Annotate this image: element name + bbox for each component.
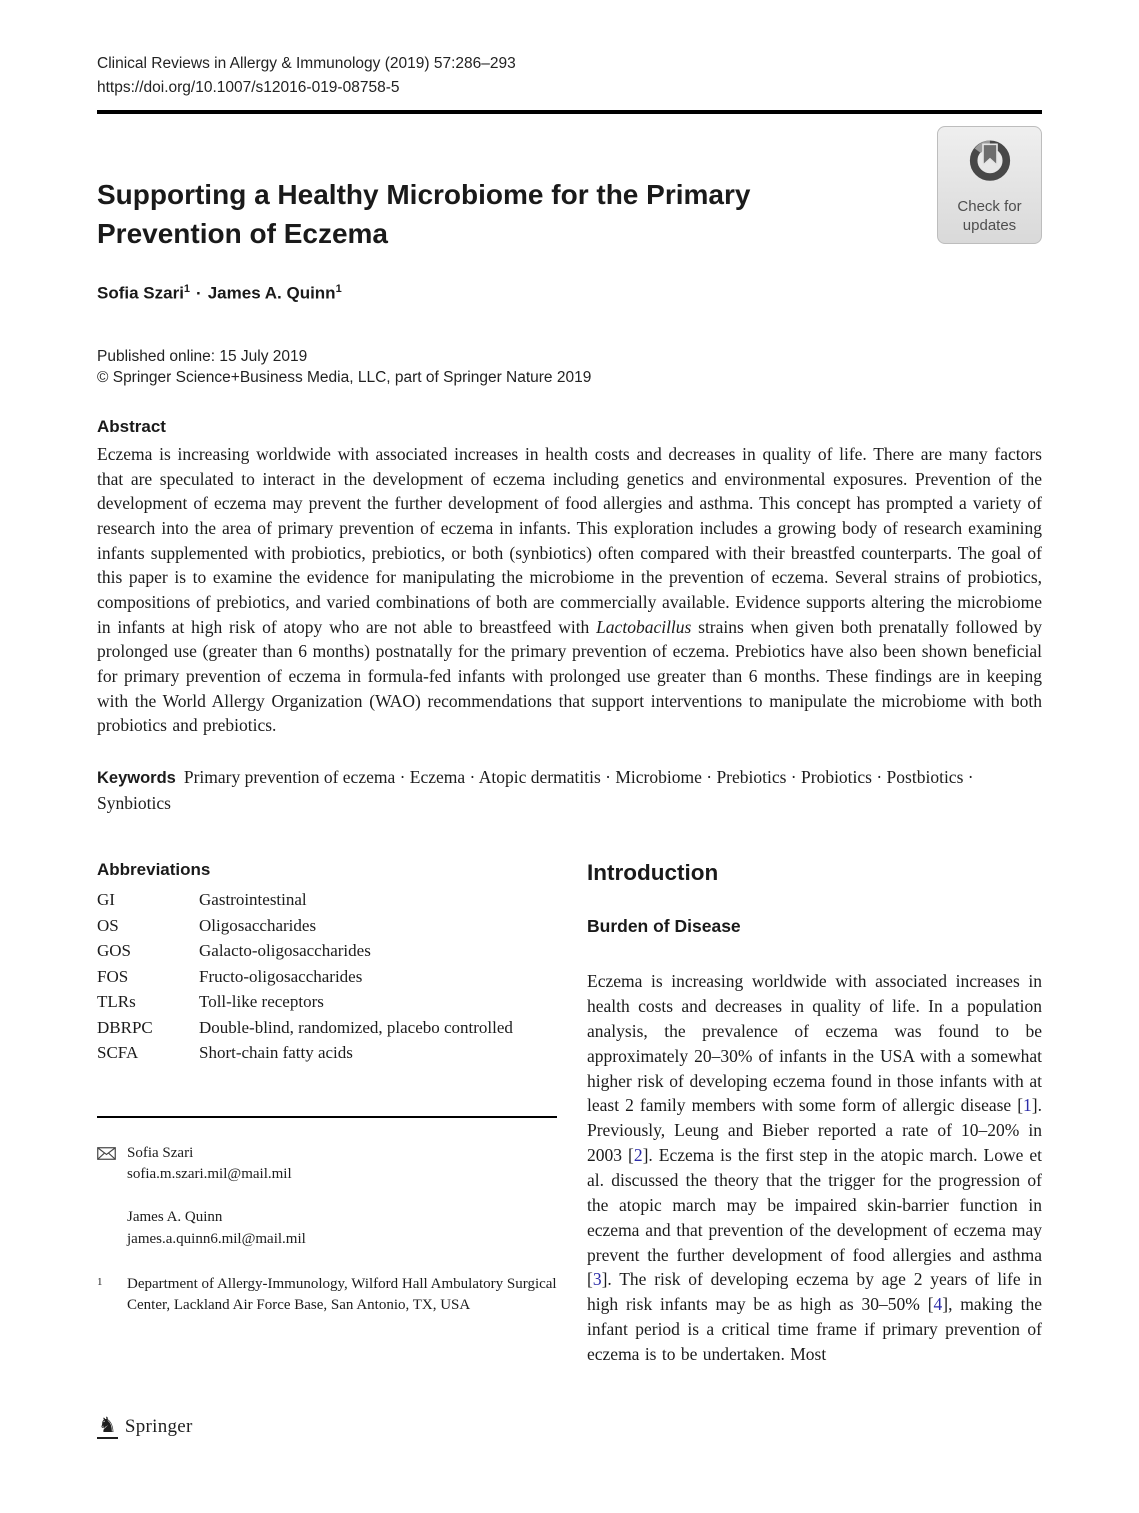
- abbreviation-row: [97, 1015, 513, 1041]
- author-name: James A. Quinn: [207, 283, 336, 303]
- abbreviation-key: GI: [97, 890, 115, 910]
- springer-horse-icon: ♞: [98, 1413, 117, 1437]
- copyright-line: © Springer Science+Business Media, LLC, part of Springer Nature 2019: [97, 368, 592, 386]
- abstract-text: [97, 442, 1042, 738]
- abbreviations-body: [97, 887, 513, 1066]
- corresponding-author-name: Sofia Szari: [127, 1144, 194, 1161]
- second-author-name: James A. Quinn: [127, 1209, 223, 1226]
- left-column: [97, 860, 557, 1367]
- keywords-label: Keywords: [97, 768, 176, 787]
- text-run: strains when given both prenatally followed by prolonged use (greater than 6 months) postnatally for the primary prevention of eczema. Prebiotics have also been shown beneficial for primary prevention of eczema in formula-fed infants with prolonged use greater than 6 months. These findings are in keeping with the World Allergy Organization (WAO) recommendations that support interventions to manipulate the microbiome with both probiotics and prebiotics.: [97, 616, 1042, 736]
- springer-logo: [97, 1415, 193, 1439]
- keywords-text: Primary prevention of eczema · Eczema · Atopic dermatitis · Microbiome · Prebiotics · Probiotics · Postbiotics · Synbiotics: [97, 766, 974, 813]
- abbreviation-key: SCFA: [97, 1043, 139, 1063]
- abbreviation-row: [97, 938, 513, 964]
- envelope-icon: [97, 1143, 127, 1186]
- footnote-divider: [97, 1116, 557, 1118]
- check-for-updates-icon: [962, 135, 1018, 196]
- published-online: Published online: 15 July 2019: [97, 347, 308, 365]
- second-author-email[interactable]: james.a.quinn6.mil@mail.mil: [127, 1230, 306, 1247]
- right-column: [587, 860, 1042, 1367]
- second-author-footnote: [97, 1207, 557, 1250]
- text-run: . Previously, Leung and Bieber reported a rate of 10–20% in 2003: [587, 1095, 1042, 1166]
- author-name: Sofia Szari: [97, 283, 184, 303]
- abbreviation-value: Oligosaccharides: [199, 915, 317, 935]
- affiliation-mark: 1: [97, 1275, 103, 1288]
- check-for-updates-badge[interactable]: [937, 126, 1042, 244]
- abbreviations-table: [97, 887, 513, 1066]
- check-for-updates-label: Check for updates: [957, 198, 1022, 234]
- abbreviation-key: GOS: [97, 941, 132, 961]
- text-run: , making the infant period is a critical time frame if primary prevention of eczema is to be undertaken. Most: [587, 1294, 1042, 1364]
- citation-link[interactable]: 1: [1023, 1095, 1032, 1116]
- author-separator: ·: [196, 283, 202, 303]
- journal-header: [97, 52, 1042, 101]
- introduction-paragraph: Eczema is increasing worldwide with associated increases in health costs and decreases in quality of life. In a population analysis, the prevalence of eczema was found to be approximately 20–30% of infants in the USA with a somewhat higher risk of developing eczema found in those infants with at least 2 family members with some form of allergic disease [1]. Previously, Leung and Bieber reported a rate of 10–20% in 2003 [2]. Eczema is the first step in the atopic march. Lowe et al. discussed the theory that the trigger for the progression of the atopic march may be impaired skin-barrier function in eczema and that prevention of the development of eczema may prevent the further development of food allergies and asthma [3]. The risk of developing eczema by age 2 years of life in high risk infants may be as high as 30–50% [4], making the infant period is a critical time frame if primary prevention of eczema is to be undertaken. Most: [587, 971, 1042, 1364]
- introduction-heading: Introduction: [587, 860, 719, 886]
- abstract-heading: Abstract: [97, 416, 166, 436]
- abbreviation-value: Toll-like receptors: [199, 992, 324, 1012]
- abbreviations-heading: Abbreviations: [97, 860, 211, 880]
- corresponding-author-footnote: [97, 1143, 557, 1317]
- abbreviation-value: Galacto-oligosaccharides: [199, 941, 371, 961]
- abbreviation-value: Short-chain fatty acids: [199, 1043, 353, 1063]
- page-title: Supporting a Healthy Microbiome for the Primary Prevention of Eczema: [97, 178, 751, 249]
- abbreviation-row: [97, 913, 513, 939]
- abbreviation-value: Fructo-oligosaccharides: [199, 966, 363, 986]
- abbreviation-value: Double-blind, randomized, placebo controlled: [199, 1017, 513, 1037]
- italic-term: Lactobacillus: [596, 616, 692, 637]
- abbreviation-row: [97, 887, 513, 913]
- header-rule: [97, 110, 1042, 114]
- citation-link[interactable]: 3: [592, 1269, 602, 1290]
- springer-logo-text: Springer: [124, 1416, 193, 1437]
- abbreviation-row: [97, 1040, 513, 1066]
- author-affiliation-mark: 1: [335, 283, 342, 296]
- abbreviation-value: Gastrointestinal: [199, 890, 307, 910]
- author-affiliation-mark: 1: [183, 283, 191, 296]
- affiliation-text: Department of Allergy-Immunology, Wilford Hall Ambulatory Surgical Center, Lackland Air Force Base, San Antonio, TX, USA: [127, 1275, 557, 1314]
- keywords-line: [97, 765, 1042, 816]
- two-column-section: [97, 860, 1042, 1367]
- affiliation-footnote: [97, 1274, 557, 1317]
- text-run: Eczema is increasing worldwide with associated increases in health costs and decreases in quality of life. There are many factors that are speculated to interact in the development of eczema including genetics and environmental exposures. Prevention of the development of eczema may prevent the further development of food allergies and asthma. This concept has prompted a variety of research into the area of primary prevention of eczema in infants. This exploration includes a growing body of research examining infants supplemented with probiotics, prebiotics, or both (synbiotics) often compared with their breastfed counterparts. The goal of this paper is to examine the evidence for manipulating the microbiome in the prevention of eczema. Several strains of probiotics, compositions of prebiotics, and varied combinations of both are commercially available. Evidence supports altering the microbiome in infants at high risk of atopy who are not able to breastfeed with: [97, 443, 1042, 637]
- abbreviation-row: [97, 964, 513, 990]
- corresponding-author-email[interactable]: sofia.m.szari.mil@mail.mil: [127, 1166, 292, 1183]
- abbreviation-key: TLRs: [97, 992, 136, 1012]
- abbreviation-key: DBRPC: [97, 1017, 153, 1037]
- abbreviation-row: [97, 989, 513, 1015]
- abbreviation-key: FOS: [97, 966, 129, 986]
- abbreviation-key: OS: [97, 915, 119, 935]
- footnote-block: [97, 1116, 557, 1317]
- text-run: . The risk of developing eczema by age 2 years of life in high risk infants may be as high as 30–50%: [587, 1269, 1042, 1315]
- text-run: Eczema is increasing worldwide with associated increases in health costs and decreases in quality of life. In a population analysis, the prevalence of eczema was found to be approximately 20–30% of infants in the USA with a somewhat higher risk of developing eczema found in those infants with at least 2 family members with some form of allergic disease: [587, 971, 1042, 1116]
- burden-of-disease-heading: Burden of Disease: [587, 916, 741, 937]
- text-run: . Eczema is the first step in the atopic march. Lowe et al. discussed the theory that the trigger for the progression of the atopic march may be impaired skin-barrier function in eczema and that prevention of the development of eczema may prevent the further development of food allergies and asthma: [587, 1145, 1042, 1265]
- citation-link[interactable]: 2: [633, 1145, 643, 1166]
- citation-link[interactable]: 4: [933, 1294, 943, 1315]
- journal-citation-line: Clinical Reviews in Allergy & Immunology (2019) 57:286–293: [97, 55, 516, 72]
- author-line: [97, 283, 1042, 304]
- doi-link[interactable]: https://doi.org/10.1007/s12016-019-08758-5: [97, 79, 400, 97]
